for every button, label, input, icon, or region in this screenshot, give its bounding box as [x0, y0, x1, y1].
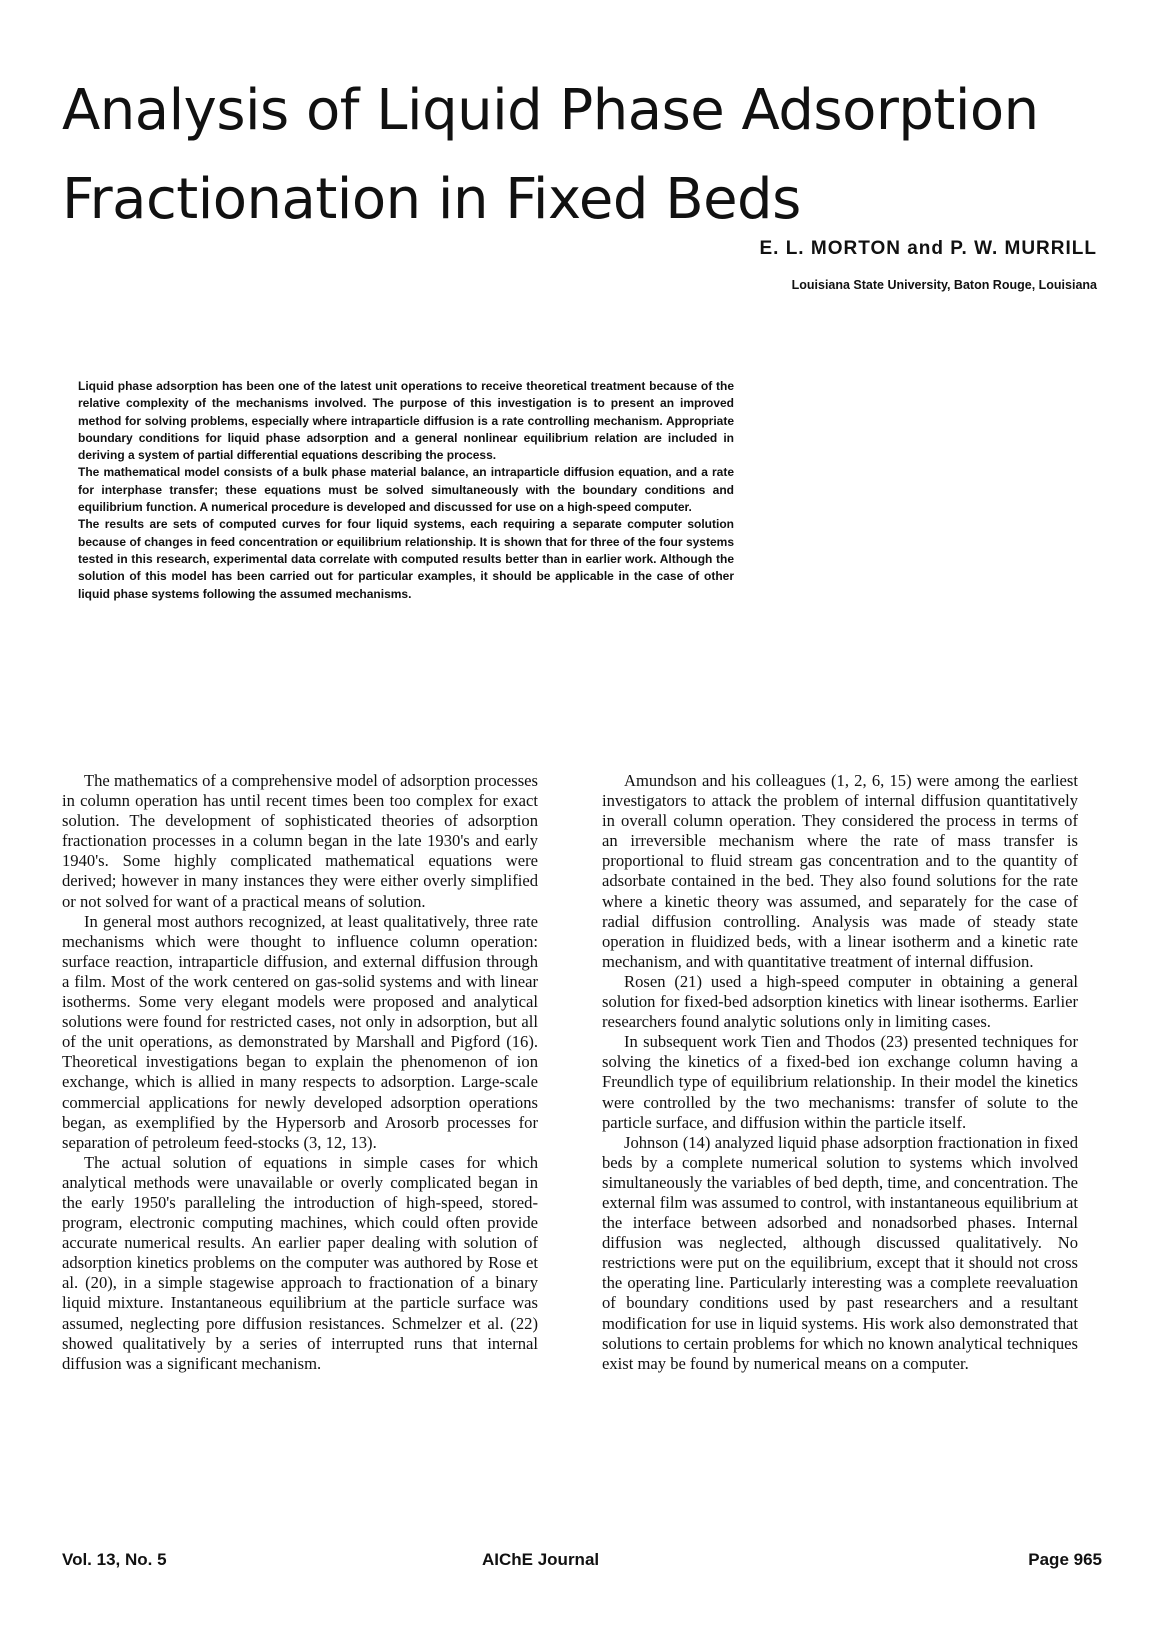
body-paragraph: In general most authors recognized, at least qualitatively, three rate mechanisms which were thought to influence column operation: surface reaction, intraparticle diffusion, and external diffusion through a film. Most of the work centered on gas-solid systems and with linear isotherms. Some very elegant models were proposed and analytical solutions were found for restricted cases, not only in adsorption, but all of the unit operations, as demonstrated by Marshall and Pigford (16). Theoretical investigations began to explain the phenomenon of ion exchange, which is allied in many respects to adsorption. Large-scale commercial applications for newly developed adsorption operations began, as exemplified by the Hypersorb and Arosorb processes for separation of petroleum feed-stocks (3, 12, 13).	[62, 911, 538, 1152]
body-text	[62, 771, 1102, 1511]
page-footer	[62, 1550, 1102, 1574]
body-paragraph: The mathematics of a comprehensive model of adsorption processes in column operation has until recent times been too complex for exact solution. The development of sophisticated theories of adsorption fractionation processes in a column began in the late 1930's and early 1940's. Some highly complicated mathematical equations were derived; however in many instances they were either overly simplified or not solved for want of a practical means of solution.	[62, 771, 538, 911]
abstract-paragraph: Liquid phase adsorption has been one of the latest unit operations to receive theoretical treatment because of the relative complexity of the mechanisms involved. The purpose of this investigation is to present an improved method for solving problems, especially where intraparticle diffusion is a rate controlling mechanism. Appropriate boundary conditions for liquid phase adsorption and a general nonlinear equilibrium relation are included in deriving a system of partial differential equations describing the process.	[78, 379, 734, 463]
body-paragraph: Rosen (21) used a high-speed computer in obtaining a general solution for fixed-bed adsorption kinetics with linear isotherms. Earlier researchers found analytic solutions only in limiting cases.	[602, 971, 1078, 1032]
volume-number: Vol. 13, No. 5	[62, 1550, 167, 1569]
page-number: Page 965	[1028, 1550, 1102, 1569]
abstract-paragraph: The results are sets of computed curves for four liquid systems, each requiring a separate computer solution because of changes in feed concentration or equilibrium relationship. It is shown that for three of the four systems tested in this research, experimental data correlate with computed results better than in earlier work. Although the solution of this model has been carried out for particular examples, it should be applicable in the case of other liquid phase systems following the assumed mechanisms.	[78, 517, 734, 601]
body-paragraph: The actual solution of equations in simple cases for which analytical methods were unavailable or overly complicated began in the early 1950's paralleling the introduction of high-speed, stored-program, electronic computing machines, which could often provide accurate numerical results. An earlier paper dealing with solution of adsorption kinetics problems on the computer was authored by Rose et al. (20), in a simple stagewise approach to fractionation of a binary liquid mixture. Instantaneous equilibrium at the particle surface was assumed, neglecting pore diffusion resistances. Schmelzer et al. (22) showed qualitatively by a series of interrupted runs that internal diffusion was a significant mechanism.	[62, 1152, 538, 1373]
author-names: E. L. MORTON and P. W. MURRILL	[759, 238, 1097, 259]
body-paragraph: Amundson and his colleagues (1, 2, 6, 15) were among the earliest investigators to attack the problem of internal diffusion quantitatively in overall column operation. They considered the process in terms of an irreversible mechanism where the rate of mass transfer is proportional to fluid stream gas concentration and to the quantity of adsorbate contained in the bed. They also found solutions for the rate where a kinetic theory was assumed, and separately for the case of radial diffusion controlling. Analysis was made of steady state operation in fluidized beds, with a linear isotherm and a kinetic rate mechanism, and with quantitative treatment of internal diffusion.	[602, 771, 1078, 971]
journal-name: AIChE Journal	[482, 1550, 600, 1569]
title-line-2: Fractionation in Fixed Beds	[62, 167, 801, 232]
body-paragraph: Johnson (14) analyzed liquid phase adsorption fractionation in fixed beds by a complete numerical solution to systems which involved simultaneously the variables of bed depth, time, and concentration. The external film was assumed to control, with instantaneous equilibrium at the interface between adsorbed and nonadsorbed phases. Internal diffusion was neglected, although discussed qualitatively. No restrictions were put on the equilibrium, except that it should not cross the operating line. Particularly interesting was a complete reevaluation of boundary conditions used by past researchers and a resultant modification for use in liquid systems. His work also demonstrated that solutions to certain problems for which no known analytical techniques exist may be found by numerical means on a computer.	[602, 1132, 1078, 1373]
abstract-paragraph: The mathematical model consists of a bulk phase material balance, an intraparticle diffusion equation, and a rate for interphase transfer; these equations must be solved simultaneously with the boundary conditions and equilibrium function. A numerical procedure is developed and discussed for use on a high-speed computer.	[78, 465, 734, 515]
abstract	[78, 378, 734, 603]
left-column	[62, 771, 538, 1374]
author-affiliation: Louisiana State University, Baton Rouge, Louisiana	[791, 278, 1097, 292]
right-column	[602, 771, 1078, 1374]
article-title	[62, 66, 1062, 244]
body-paragraph: In subsequent work Tien and Thodos (23) presented techniques for solving the kinetics of a fixed-bed ion exchange column having a Freundlich type of equilibrium relationship. In their model the kinetics were controlled by the two mechanisms: transfer of solute to the particle surface, and diffusion within the particle itself.	[602, 1032, 1078, 1132]
title-line-1: Analysis of Liquid Phase Adsorption	[62, 78, 1039, 143]
